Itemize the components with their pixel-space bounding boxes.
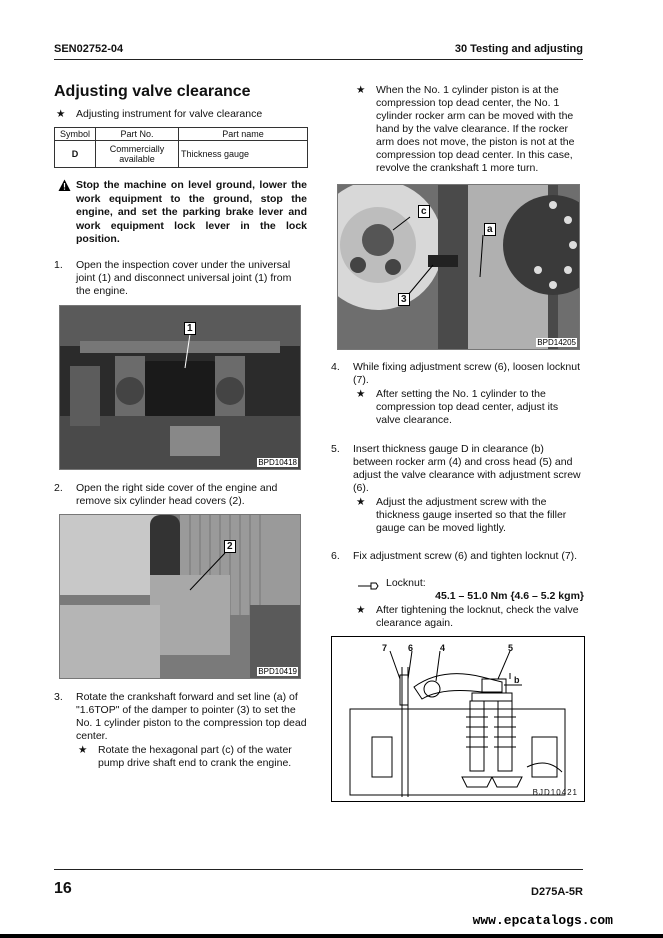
figure-code: BJD10421 <box>532 788 578 797</box>
step-text: While fixing adjustment screw (6), loosen locknut (7). <box>353 361 581 386</box>
header-rule <box>54 59 583 60</box>
figure-callout: 3 <box>398 293 410 306</box>
star-icon: ★ <box>356 84 366 96</box>
step-note: Adjust the adjustment screw with the thickness gauge inserted so that the filler gauge can be moved lightly. <box>376 496 567 534</box>
figure-callout: 7 <box>382 643 388 653</box>
footer-rule <box>54 869 583 870</box>
damper-photo <box>337 184 580 350</box>
step-text: Rotate the crankshaft forward and set line (a) of "1.6TOP" of the damper to pointer (3) to set the No. 1 cylinder piston to the compression top dead center. <box>76 691 307 742</box>
intro-star-text: Adjusting instrument for valve clearance <box>76 108 263 120</box>
step-number: 3. <box>54 691 63 703</box>
step-text: Fix adjustment screw (6) and tighten locknut (7). <box>353 550 578 562</box>
universal-joint-photo <box>59 305 301 470</box>
step-note: When the No. 1 cylinder piston is at the compression top dead center, the No. 1 cylinder rocker arm can be moved with the hand by the valve clearance. If the rocker arm does not move, the piston is not at the compression top dead center. In this case, revolve the crankshaft 1 more turn. <box>376 84 575 174</box>
torque-label: Locknut: <box>386 577 426 589</box>
cylinder-head-cover-photo <box>59 514 301 679</box>
table-header-row <box>55 128 308 141</box>
step-number: 4. <box>331 361 340 373</box>
page-number: 16 <box>54 880 72 897</box>
figure-code: BPD10419 <box>258 667 297 676</box>
figure-callout: 5 <box>508 643 514 653</box>
wrench-icon <box>357 578 379 588</box>
figure-callout: b <box>514 675 520 685</box>
star-icon: ★ <box>356 604 366 616</box>
model-code: D275A-5R <box>531 886 583 898</box>
bottom-bar <box>0 934 663 938</box>
star-icon: ★ <box>56 108 66 120</box>
step-number: 2. <box>54 482 63 494</box>
table-header-cell: Part No. <box>96 128 179 141</box>
page-title: Adjusting valve clearance <box>54 83 251 100</box>
step-text: Open the right side cover of the engine and remove six cylinder head covers (2). <box>76 482 278 507</box>
figure-callout: 6 <box>408 643 414 653</box>
step-number: 1. <box>54 259 63 271</box>
torque-value: 45.1 – 51.0 Nm {4.6 – 5.2 kgm} <box>435 590 584 602</box>
step-text: Insert thickness gauge D in clearance (b) between rocker arm (4) and cross head (5) and adjust the valve clearance with adjustment screw (6). <box>353 443 581 494</box>
table-cell: Thickness gauge <box>179 141 308 168</box>
step-number: 6. <box>331 550 340 562</box>
warning-icon <box>58 179 71 192</box>
step-note: After setting the No. 1 cylinder to the compression top dead center, adjust its valve clearance. <box>376 388 559 426</box>
table-header-cell: Symbol <box>55 128 96 141</box>
figure-code: BPD14205 <box>537 338 576 347</box>
figure-code: BPD10418 <box>258 458 297 467</box>
figure-callout: 4 <box>440 643 446 653</box>
table-cell: D <box>55 141 96 168</box>
figure-callout: a <box>484 223 496 236</box>
figure-callout: 2 <box>224 540 236 553</box>
step-note: Rotate the hexagonal part (c) of the water pump drive shaft end to crank the engine. <box>98 744 292 769</box>
warning-text: Stop the machine on level ground, lower the work equipment to the ground, stop the engine, and set the parking brake lever and work equipment lock lever in the lock position. <box>76 179 307 245</box>
star-icon: ★ <box>356 496 366 508</box>
doc-code: SEN02752-04 <box>54 43 124 55</box>
step-number: 5. <box>331 443 340 455</box>
star-icon: ★ <box>356 388 366 400</box>
valve-diagram <box>331 636 585 802</box>
table-row <box>55 141 308 168</box>
step-note: After tightening the locknut, check the valve clearance again. <box>376 604 579 629</box>
section-title: 30 Testing and adjusting <box>454 43 583 55</box>
figure-callout: 1 <box>184 322 196 335</box>
step-text: Open the inspection cover under the universal joint (1) and disconnect universal joint (1) from the engine. <box>76 259 292 297</box>
figure-callout: c <box>418 205 430 218</box>
watermark: www.epcatalogs.com <box>472 913 613 928</box>
parts-table <box>54 127 308 168</box>
star-icon: ★ <box>78 744 88 756</box>
table-cell: Commercially available <box>96 141 179 168</box>
table-header-cell: Part name <box>179 128 308 141</box>
